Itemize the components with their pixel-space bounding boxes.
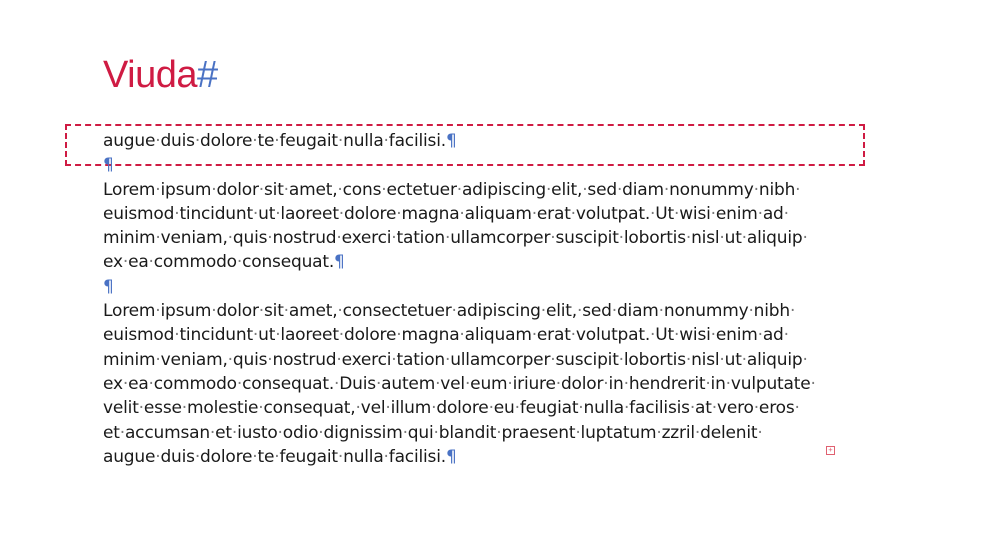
space-mark: · xyxy=(570,203,576,224)
space-mark: · xyxy=(385,398,391,419)
space-mark: · xyxy=(444,228,451,249)
space-mark: · xyxy=(753,398,759,419)
space-mark: · xyxy=(783,203,789,224)
space-mark: · xyxy=(252,203,259,224)
space-mark: · xyxy=(757,203,763,224)
space-mark: · xyxy=(334,373,340,394)
text-anchor-icon[interactable]: + xyxy=(826,446,835,455)
space-mark: · xyxy=(236,252,243,273)
space-mark: · xyxy=(685,228,692,249)
space-mark: · xyxy=(611,301,617,322)
space-mark: · xyxy=(337,131,344,151)
space-mark: · xyxy=(396,203,402,224)
text-line: Lorem·ipsum·dolor·sit·amet,·cons·ectetuer·adipiscing·elit,·sed·diam·nonummy·nibh· xyxy=(103,179,801,200)
space-mark: · xyxy=(603,373,609,394)
space-mark: · xyxy=(694,422,701,443)
space-mark: · xyxy=(673,203,680,224)
space-mark: · xyxy=(318,422,324,443)
space-mark: · xyxy=(381,179,387,200)
space-mark: · xyxy=(258,301,264,322)
space-mark: · xyxy=(719,228,725,249)
space-mark: · xyxy=(710,325,716,346)
space-mark: · xyxy=(451,301,457,322)
space-mark: · xyxy=(748,301,754,322)
space-mark: · xyxy=(155,179,161,200)
space-mark: · xyxy=(810,373,816,394)
space-mark: · xyxy=(550,349,556,370)
text-line: ex·ea·commodo·consequat.¶ xyxy=(103,252,345,273)
space-mark: · xyxy=(391,349,397,370)
space-mark: · xyxy=(336,349,342,370)
text-line: et·accumsan·et·iusto·odio·dignissim·qui·blandit·praesent·luptatum·zzril·delenit· xyxy=(103,422,763,443)
space-mark: · xyxy=(122,373,129,394)
space-mark: · xyxy=(685,349,692,370)
space-mark: · xyxy=(211,301,217,322)
space-mark: · xyxy=(277,422,283,443)
space-mark: · xyxy=(650,325,656,346)
space-mark: · xyxy=(119,422,125,443)
space-mark: · xyxy=(545,179,552,200)
space-mark: · xyxy=(741,349,747,370)
text-line: augue·duis·dolore·te·feugait·nulla·facilisi.¶ xyxy=(103,446,457,467)
space-mark: · xyxy=(459,325,465,346)
paragraph-mark: ¶ xyxy=(445,446,457,467)
space-mark: · xyxy=(283,301,289,322)
space-mark: · xyxy=(444,349,451,370)
text-line: Lorem·ipsum·dolor·sit·amet,·consectetuer·adipiscing·elit,·sed·diam·nonummy·nibh· xyxy=(103,301,796,322)
space-mark: · xyxy=(338,203,344,224)
space-mark: · xyxy=(710,203,716,224)
space-mark: · xyxy=(338,325,344,346)
paragraph-mark: ¶ xyxy=(103,155,114,176)
text-line: euismod·tincidunt·ut·laoreet·dolore·magna·aliquam·erat·volutpat.·Ut·wisi·enim·ad· xyxy=(103,203,789,224)
space-mark: · xyxy=(194,131,201,151)
space-mark: · xyxy=(578,398,584,419)
space-mark: · xyxy=(155,228,161,249)
text-line: ex·ea·commodo·consequat.·Duis·autem·vel·eum·iriure·dolor·in·hendrerit·in·vulputate· xyxy=(103,373,816,394)
space-mark: · xyxy=(337,179,343,200)
space-mark: · xyxy=(656,422,662,443)
space-mark: · xyxy=(433,422,439,443)
space-mark: · xyxy=(757,325,763,346)
space-mark: · xyxy=(209,422,216,443)
space-mark: · xyxy=(711,398,717,419)
space-mark: · xyxy=(148,373,154,394)
text-line: minim·veniam,·quis·nostrud·exerci·tation·ullamcorper·suscipit·lobortis·nisl·ut·aliquip· xyxy=(103,228,808,249)
space-mark: · xyxy=(725,373,731,394)
space-mark: · xyxy=(576,301,583,322)
text-line: velit·esse·molestie·consequat,·vel·illum·dolore·eu·feugiat·nulla·facilisis·at·vero·eros· xyxy=(103,398,800,419)
paragraph-mark: ¶ xyxy=(334,252,345,273)
space-mark: · xyxy=(383,446,389,467)
paragraph-mark: ¶ xyxy=(103,276,114,297)
title-text: Viuda xyxy=(103,54,198,96)
space-mark: · xyxy=(383,131,389,151)
space-mark: · xyxy=(795,179,801,200)
space-mark: · xyxy=(375,373,382,394)
space-mark: · xyxy=(252,446,258,467)
space-mark: · xyxy=(741,228,747,249)
space-mark: · xyxy=(194,446,201,467)
space-mark: · xyxy=(459,203,465,224)
space-mark: · xyxy=(267,349,273,370)
space-mark: · xyxy=(337,446,344,467)
space-mark: · xyxy=(267,228,273,249)
space-mark: · xyxy=(174,203,180,224)
text-line: augue·duis·dolore·te·feugait·nulla·facilisi.¶ xyxy=(103,131,457,151)
title-hash-mark: # xyxy=(197,54,218,96)
space-mark: · xyxy=(757,422,763,443)
space-mark: · xyxy=(673,325,680,346)
space-mark: · xyxy=(402,422,408,443)
space-mark: · xyxy=(719,349,725,370)
space-mark: · xyxy=(337,301,343,322)
space-mark: · xyxy=(802,228,808,249)
space-mark: · xyxy=(211,179,217,200)
space-mark: · xyxy=(507,373,513,394)
space-mark: · xyxy=(496,422,502,443)
space-mark: · xyxy=(783,325,789,346)
space-mark: · xyxy=(514,398,520,419)
space-mark: · xyxy=(227,228,233,249)
space-mark: · xyxy=(456,179,462,200)
space-mark: · xyxy=(227,349,233,370)
space-mark: · xyxy=(181,398,187,419)
space-mark: · xyxy=(122,252,129,273)
space-mark: · xyxy=(658,301,664,322)
space-mark: · xyxy=(336,228,342,249)
space-mark: · xyxy=(570,325,576,346)
space-mark: · xyxy=(138,398,144,419)
space-mark: · xyxy=(623,373,629,394)
space-mark: · xyxy=(283,179,289,200)
space-mark: · xyxy=(396,325,402,346)
space-mark: · xyxy=(274,131,280,151)
space-mark: · xyxy=(531,203,537,224)
space-mark: · xyxy=(435,373,441,394)
space-mark: · xyxy=(231,422,238,443)
space-mark: · xyxy=(275,203,281,224)
text-line xyxy=(103,153,843,177)
space-mark: · xyxy=(531,325,537,346)
space-mark: · xyxy=(616,179,623,200)
space-mark: · xyxy=(689,398,696,419)
space-mark: · xyxy=(431,398,437,419)
space-mark: · xyxy=(155,349,161,370)
space-mark: · xyxy=(575,422,581,443)
paragraph-mark: ¶ xyxy=(445,131,457,151)
space-mark: · xyxy=(155,446,161,467)
document-body[interactable] xyxy=(103,129,843,469)
space-mark: · xyxy=(802,349,808,370)
space-mark: · xyxy=(582,179,588,200)
space-mark: · xyxy=(555,373,561,394)
page-title xyxy=(103,52,218,98)
space-mark: · xyxy=(663,179,670,200)
space-mark: · xyxy=(488,398,494,419)
space-mark: · xyxy=(174,325,180,346)
space-mark: · xyxy=(275,325,281,346)
space-mark: · xyxy=(252,131,258,151)
space-mark: · xyxy=(550,228,556,249)
space-mark: · xyxy=(650,203,656,224)
space-mark: · xyxy=(148,252,154,273)
space-mark: · xyxy=(753,179,759,200)
space-mark: · xyxy=(236,373,243,394)
space-mark: · xyxy=(618,349,624,370)
text-line: euismod·tincidunt·ut·laoreet·dolore·magna·aliquam·erat·volutpat.·Ut·wisi·enim·ad· xyxy=(103,325,789,346)
text-line: minim·veniam,·quis·nostrud·exerci·tation·ullamcorper·suscipit·lobortis·nisl·ut·aliquip· xyxy=(103,349,808,370)
space-mark: · xyxy=(618,228,624,249)
space-mark: · xyxy=(274,446,280,467)
space-mark: · xyxy=(623,398,630,419)
space-mark: · xyxy=(705,373,711,394)
space-mark: · xyxy=(540,301,546,322)
space-mark: · xyxy=(789,301,796,322)
space-mark: · xyxy=(258,398,264,419)
space-mark: · xyxy=(155,301,161,322)
space-mark: · xyxy=(258,179,264,200)
space-mark: · xyxy=(464,373,471,394)
space-mark: · xyxy=(252,325,259,346)
space-mark: · xyxy=(355,398,361,419)
space-mark: · xyxy=(794,398,800,419)
space-mark: · xyxy=(155,131,161,151)
text-line xyxy=(103,275,843,299)
space-mark: · xyxy=(391,228,397,249)
